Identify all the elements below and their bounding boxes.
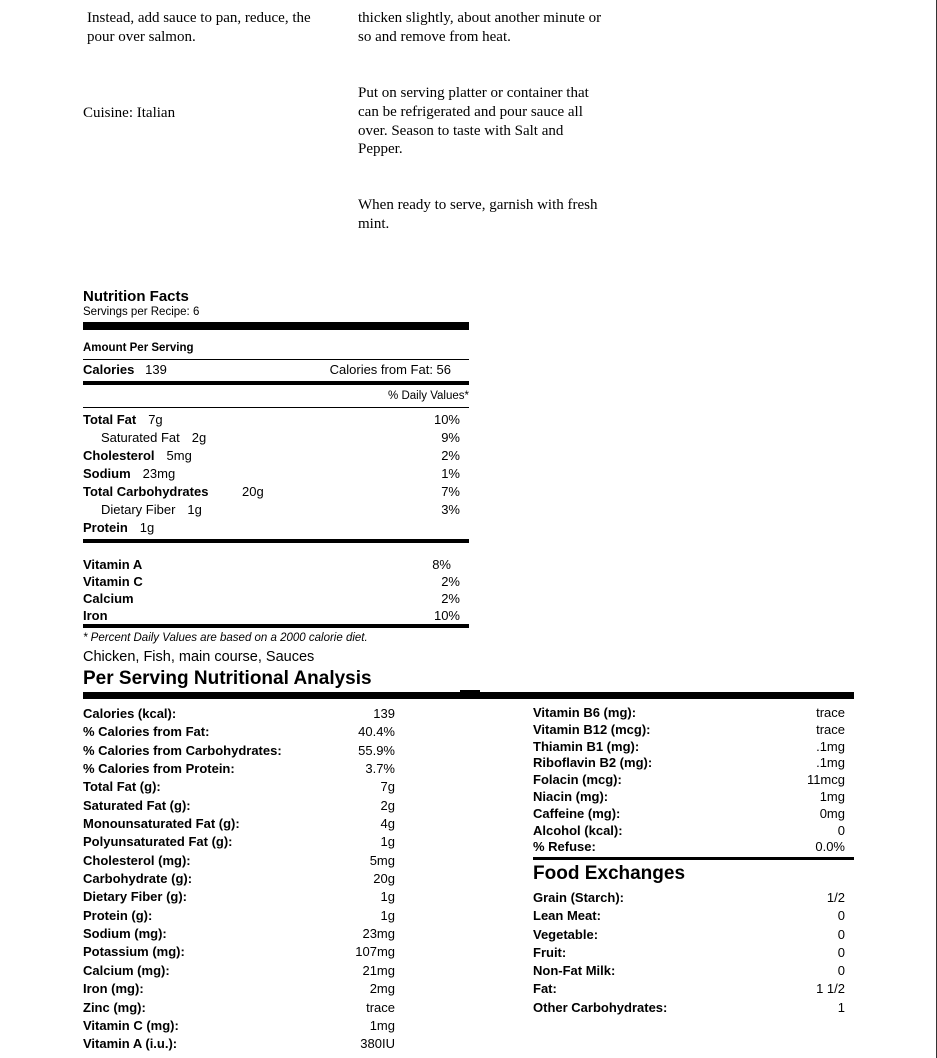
analysis-label: Niacin (mg): [533,788,609,804]
analysis-row [83,1017,403,1035]
analysis-value: 4g [380,816,395,832]
daily-values-header: % Daily Values* [388,390,469,402]
amount-per-serving: Amount Per Serving [83,342,194,354]
recipe-cuisine: Cuisine: Italian [83,105,176,121]
vitamin-list [83,556,469,624]
exchange-value: 0 [837,908,845,924]
analysis-row [533,772,845,789]
divider-medium [83,624,469,628]
analysis-label: Iron (mg): [83,981,144,997]
analysis-value: 380IU [360,1036,395,1052]
nutrient-amount: 2g [191,430,207,445]
analysis-label: Caffeine (mg): [533,805,621,821]
nutrient-amount: 5mg [166,448,192,463]
analysis-row [83,943,403,961]
analysis-value: 1g [380,834,395,850]
nutrition-facts-panel [83,288,469,666]
analysis-row [83,797,403,815]
analysis-row [83,907,403,925]
analysis-row [533,789,845,806]
recipe-left-paragraph [83,9,323,47]
analysis-row [83,852,403,870]
nutrient-daily-value: 2% [441,448,460,463]
exchange-label: Grain (Starch): [533,890,625,905]
analysis-value: 55.9% [358,742,395,758]
exchange-row [533,926,845,944]
exchange-value: 1 1/2 [816,981,845,997]
calories-value: 139 [145,362,167,377]
analysis-left-column [83,705,403,1054]
analysis-divider [83,692,854,699]
nutrient-daily-value: 7% [441,484,460,499]
exchange-value: 1/2 [826,890,845,905]
nutrient-amount: 23mg [142,466,176,481]
exchange-label: Lean Meat: [533,908,601,924]
analysis-label: Zinc (mg): [83,999,146,1015]
analysis-label: Polyunsaturated Fat (g): [83,834,233,850]
analysis-label: Total Fat (g): [83,779,161,795]
analysis-value: trace [366,999,395,1015]
analysis-label: Dietary Fiber (g): [83,889,188,905]
vitamin-row [83,607,469,624]
nutrient-label: Saturated Fat [101,430,180,445]
nutrient-amount: 20g [242,484,264,499]
analysis-label: Protein (g): [83,907,153,923]
food-exchanges-title: Food Exchanges [533,863,686,884]
analysis-label: Sodium (mg): [83,926,167,942]
analysis-label: Cholesterol (mg): [83,852,191,868]
vitamin-row [83,573,469,590]
exchange-row [533,962,845,980]
analysis-value: 0.0% [815,839,845,855]
nutrient-row [83,501,469,519]
analysis-row [83,999,403,1017]
analysis-value: trace [816,721,845,737]
exchange-label: Non-Fat Milk: [533,963,616,979]
vitamin-daily-value: 2% [441,591,460,606]
nutrient-row [83,465,469,483]
analysis-right-column [533,705,845,856]
analysis-value: 2g [380,797,395,813]
analysis-label: Calcium (mg): [83,962,170,978]
analysis-value: 7g [380,779,395,795]
analysis-value: .1mg [816,738,845,754]
nutrient-amount: 1g [187,502,202,517]
vitamin-label: Calcium [83,591,134,606]
daily-values-footnote: * Percent Daily Values are based on a 2000 calorie diet. [83,632,368,644]
analysis-value: 1mg [819,788,845,804]
food-exchanges-divider [533,857,854,860]
exchange-label: Fat: [533,981,557,997]
analysis-row [533,755,845,772]
calories-from-fat: Calories from Fat: 56 [329,362,451,377]
calories-label: Calories [83,362,135,377]
analysis-row [83,1035,403,1053]
nutrient-row [83,411,469,429]
vitamin-daily-value: 8% [432,557,451,572]
analysis-row [83,760,403,778]
analysis-label: Vitamin C (mg): [83,1017,179,1033]
exchange-label: Other Carbohydrates: [533,999,668,1015]
servings-per-recipe: Servings per Recipe: 6 [83,306,200,318]
analysis-row [533,705,845,722]
nutrient-label: Cholesterol [83,448,155,463]
vitamin-label: Vitamin C [83,574,143,589]
divider-thick [83,322,469,330]
analysis-label: Riboflavin B2 (mg): [533,755,653,771]
analysis-label: Calories (kcal): [83,706,177,721]
exchange-value: 0 [837,963,845,979]
analysis-row [83,962,403,980]
analysis-label: Carbohydrate (g): [83,871,193,887]
recipe-step-3: When ready to serve, garnish with fresh mint. [358,197,598,232]
analysis-row [83,742,403,760]
analysis-label: Potassium (mg): [83,944,185,960]
exchange-label: Fruit: [533,944,567,960]
nutrient-daily-value: 1% [441,466,460,481]
analysis-row [83,925,403,943]
exchange-row [533,907,845,925]
recipe-categories: Chicken, Fish, main course, Sauces [83,649,315,665]
nutrient-row [83,519,469,537]
analysis-row [533,839,845,856]
nutrient-row [83,483,469,501]
analysis-value: 107mg [355,944,395,960]
analysis-label: Alcohol (kcal): [533,822,623,838]
analysis-value: 11mcg [806,772,845,788]
nutrient-label: Total Fat [83,412,137,427]
analysis-row [83,980,403,998]
analysis-value: 40.4% [358,724,395,740]
analysis-row [83,870,403,888]
analysis-row [533,722,845,739]
analysis-title: Per Serving Nutritional Analysis [83,668,372,689]
analysis-value: 1g [380,907,395,923]
exchange-value: 1 [837,999,845,1015]
nutrient-label: Total Carbohydrates [83,484,209,499]
analysis-row [533,823,845,840]
analysis-row [533,806,845,823]
vitamin-daily-value: 10% [433,608,460,623]
exchange-value: 0 [837,944,845,960]
nutrient-daily-value: 3% [441,502,460,517]
analysis-value: 3.7% [365,761,395,777]
analysis-value: 5mg [369,852,395,868]
analysis-label: Monounsaturated Fat (g): [83,816,240,832]
nutrient-daily-value: 9% [441,430,460,445]
vitamin-label: Vitamin A [83,557,143,572]
exchange-row [533,889,845,907]
exchange-row [533,999,845,1017]
analysis-label: Vitamin B12 (mcg): [533,721,651,737]
analysis-label: % Calories from Carbohydrates: [83,742,282,758]
analysis-row [83,723,403,741]
calories-row [83,360,469,380]
analysis-row [533,739,845,756]
nutrient-list [83,411,469,537]
recipe-step-2: Put on serving platter or container that can be refrigerated and pour sauce all over. Season to taste with Salt and Pepper. [358,85,589,158]
nutrient-daily-value: 10% [433,412,460,427]
analysis-value: 21mg [362,962,395,978]
analysis-value: 23mg [362,926,395,942]
analysis-value: 1g [380,889,395,905]
exchange-value: 0 [837,926,845,942]
analysis-value: .1mg [816,755,845,771]
analysis-label: % Refuse: [533,839,596,855]
analysis-label: % Calories from Protein: [83,761,235,777]
analysis-value: 139 [373,706,395,721]
nutrient-row [83,447,469,465]
daily-values-header-row [83,385,469,407]
analysis-value: 20g [373,871,395,887]
exchange-row [533,980,845,998]
nutrient-label: Protein [83,520,128,535]
analysis-row [83,888,403,906]
analysis-label: Thiamin B1 (mg): [533,738,640,754]
analysis-row [83,705,403,723]
analysis-value: trace [816,705,845,720]
analysis-label: Vitamin B6 (mg): [533,705,637,720]
food-exchanges-list [533,889,845,1017]
nutrient-amount: 7g [148,412,163,427]
vitamin-label: Iron [83,608,108,623]
analysis-value: 0 [837,822,845,838]
vitamin-daily-value: 2% [441,574,460,589]
analysis-value: 0mg [819,805,845,821]
analysis-row [83,778,403,796]
analysis-label: Saturated Fat (g): [83,797,191,813]
nutrient-label: Sodium [83,466,131,481]
nutrient-row [83,429,469,447]
recipe-left-text: Instead, add sauce to pan, reduce, the pour over salmon. [87,10,311,45]
vitamin-row [83,590,469,607]
analysis-row [83,815,403,833]
exchange-row [533,944,845,962]
analysis-label: % Calories from Fat: [83,724,210,740]
analysis-label: Vitamin A (i.u.): [83,1036,178,1052]
nutrient-amount: 1g [139,520,155,535]
vitamin-row [83,556,469,573]
exchange-label: Vegetable: [533,926,599,942]
analysis-value: 1mg [369,1017,395,1033]
nutrition-facts-title: Nutrition Facts [83,288,189,305]
analysis-value: 2mg [369,981,395,997]
recipe-step-1: thicken slightly, about another minute or so and remove from heat. [358,10,602,45]
analysis-row [83,833,403,851]
nutrient-label: Dietary Fiber [101,502,176,517]
analysis-label: Folacin (mcg): [533,772,622,788]
